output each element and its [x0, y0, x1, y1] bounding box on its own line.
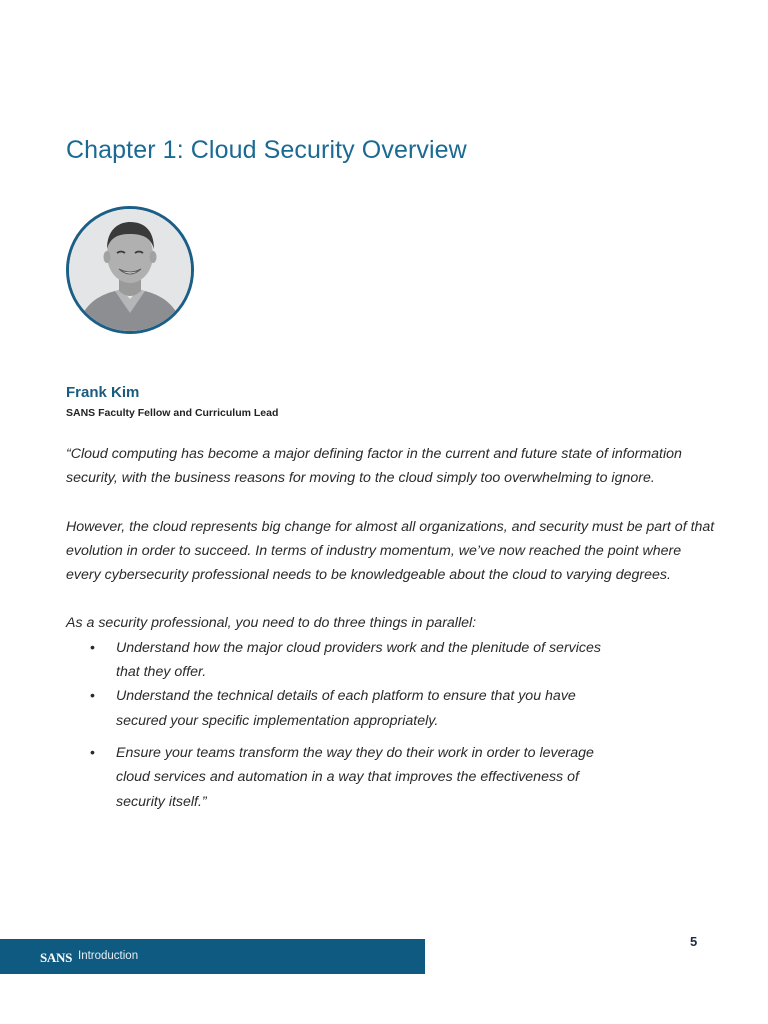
author-portrait	[66, 206, 194, 334]
list-item	[66, 636, 606, 685]
quote-bullet-list	[66, 636, 606, 814]
chapter-title: Chapter 1: Cloud Security Overview	[66, 136, 467, 164]
quote-paragraph: However, the cloud represents big change for almost all organizations, and security must be part of that evolution in order to succeed. In terms of industry momentum, we’ve now reached the point where every cybersecurity professional needs to be knowledgeable about the cloud to varying degrees.	[66, 518, 715, 584]
list-item	[66, 684, 606, 733]
footer-bar	[0, 939, 425, 974]
list-item	[66, 741, 606, 814]
author-name: Frank Kim	[66, 384, 140, 401]
page-number: 5	[690, 934, 698, 949]
bullet-icon: •	[90, 639, 95, 656]
portrait-photo-icon	[69, 209, 191, 331]
sans-logo: SANS	[40, 950, 73, 965]
bullet-icon: •	[90, 744, 95, 761]
list-item-text: Ensure your teams transform the way they do their work in order to leverage cloud services and automation in a way that improves the effectiveness of security itself.”	[116, 744, 594, 810]
list-item-text: Understand how the major cloud providers work and the plenitude of services that they offer.	[116, 639, 602, 681]
quote-intro: As a security professional, you need to do three things in parallel:	[66, 615, 477, 632]
list-item-text: Understand the technical details of each platform to ensure that you have secured your specific implementation appropriately.	[116, 688, 576, 729]
author-role: SANS Faculty Fellow and Curriculum Lead	[66, 407, 279, 419]
bullet-icon: •	[90, 688, 95, 705]
quote-block	[66, 442, 716, 814]
quote-paragraph: “Cloud computing has become a major defining factor in the current and future state of information security, with the business reasons for moving to the cloud simply too overwhelming to ignore.	[66, 446, 682, 487]
footer-section-label: Introduction	[78, 950, 139, 962]
